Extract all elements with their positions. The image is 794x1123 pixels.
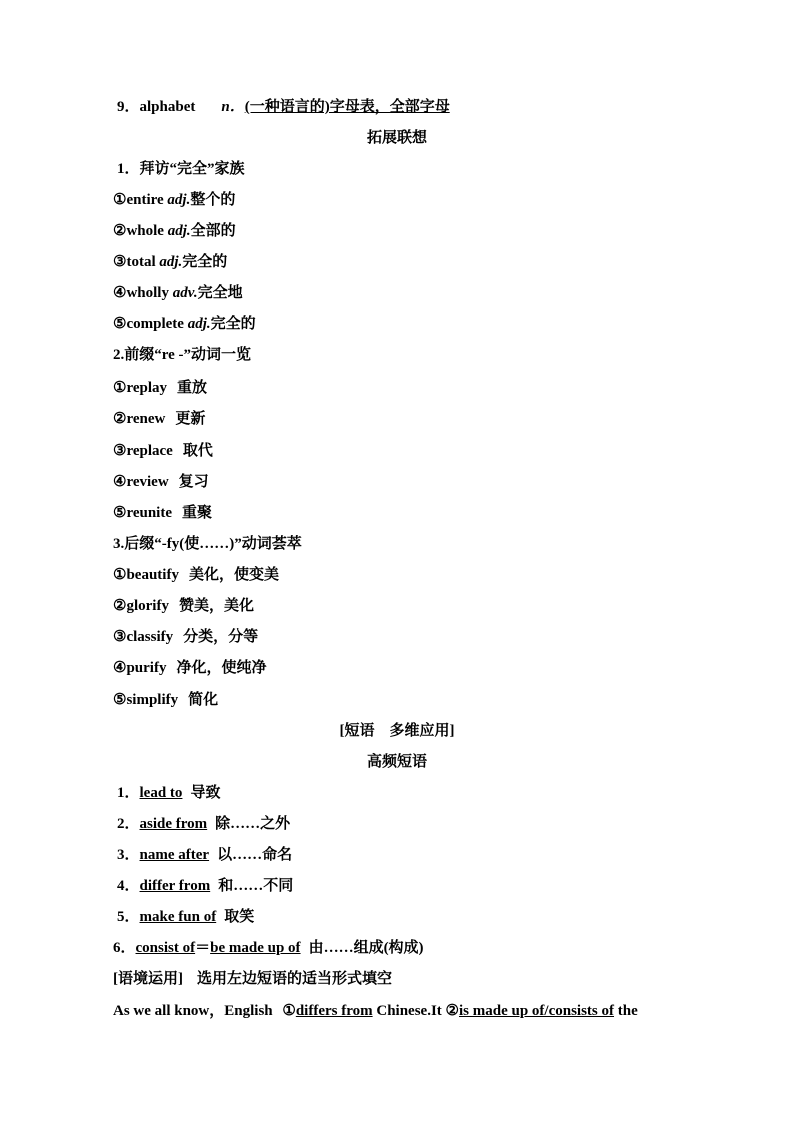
phrase-item: 5．make fun of 取笑	[117, 909, 255, 925]
list-item: ③classify 分类，分等	[113, 629, 259, 645]
exercise-sentence: As we all know，English ①differs from Chinese.It ②is made up of/consists of the	[113, 1003, 638, 1019]
vocab-pos: n．	[221, 99, 245, 115]
phrase-item: 1．lead to 导致	[117, 785, 221, 801]
list-item: ③total adj.完全的	[113, 254, 228, 270]
phrase-item: 2．aside from 除……之外	[117, 816, 291, 832]
group1-title: 1．拜访“完全”家族	[117, 161, 245, 177]
exercise-instruction: [语境运用] 选用左边短语的适当形式填空	[113, 971, 393, 987]
list-item: ②renew 更新	[113, 411, 206, 427]
list-item: ②whole adj.全部的	[113, 223, 236, 239]
list-item: ①beautify 美化，使变美	[113, 567, 279, 583]
phrase-item: 3．name after 以……命名	[117, 847, 293, 863]
list-item: ①replay 重放	[113, 380, 208, 396]
section-title-high-frequency: 高频短语	[366, 754, 427, 770]
vocab-item-alphabet	[117, 97, 450, 117]
vocab-meaning: (一种语言的)字母表，全部字母	[244, 99, 450, 115]
vocab-word: alphabet	[139, 99, 196, 115]
group2-title: 2.前缀“re -”动词一览	[113, 347, 252, 363]
list-item: ③replace 取代	[113, 443, 213, 459]
list-item: ⑤complete adj.完全的	[113, 316, 256, 332]
exercise-label: [语境运用]	[113, 971, 183, 987]
phrase-item: 4．differ from 和……不同	[117, 878, 294, 894]
section-title-phrases: [短语 多维应用]	[339, 723, 455, 739]
list-item: ⑤reunite 重聚	[113, 505, 213, 521]
phrase-item: 6．consist of＝be made up of 由……组成(构成)	[113, 940, 424, 956]
section-title-expand: 拓展联想	[366, 130, 427, 146]
list-item: ④review 复习	[113, 474, 209, 490]
answer-2: is made up of/consists of	[458, 1003, 615, 1019]
list-item: ④purify 净化，使纯净	[113, 660, 267, 676]
list-item: ①entire adj.整个的	[113, 192, 236, 208]
answer-1: differs from	[295, 1003, 373, 1019]
group3-title: 3.后缀“-fy(使……)”动词荟萃	[113, 536, 302, 552]
list-item: ⑤simplify 简化	[113, 692, 219, 708]
vocab-number: 9．	[117, 99, 140, 115]
list-item: ②glorify 赞美，美化	[113, 598, 254, 614]
list-item: ④wholly adv.完全地	[113, 285, 243, 301]
